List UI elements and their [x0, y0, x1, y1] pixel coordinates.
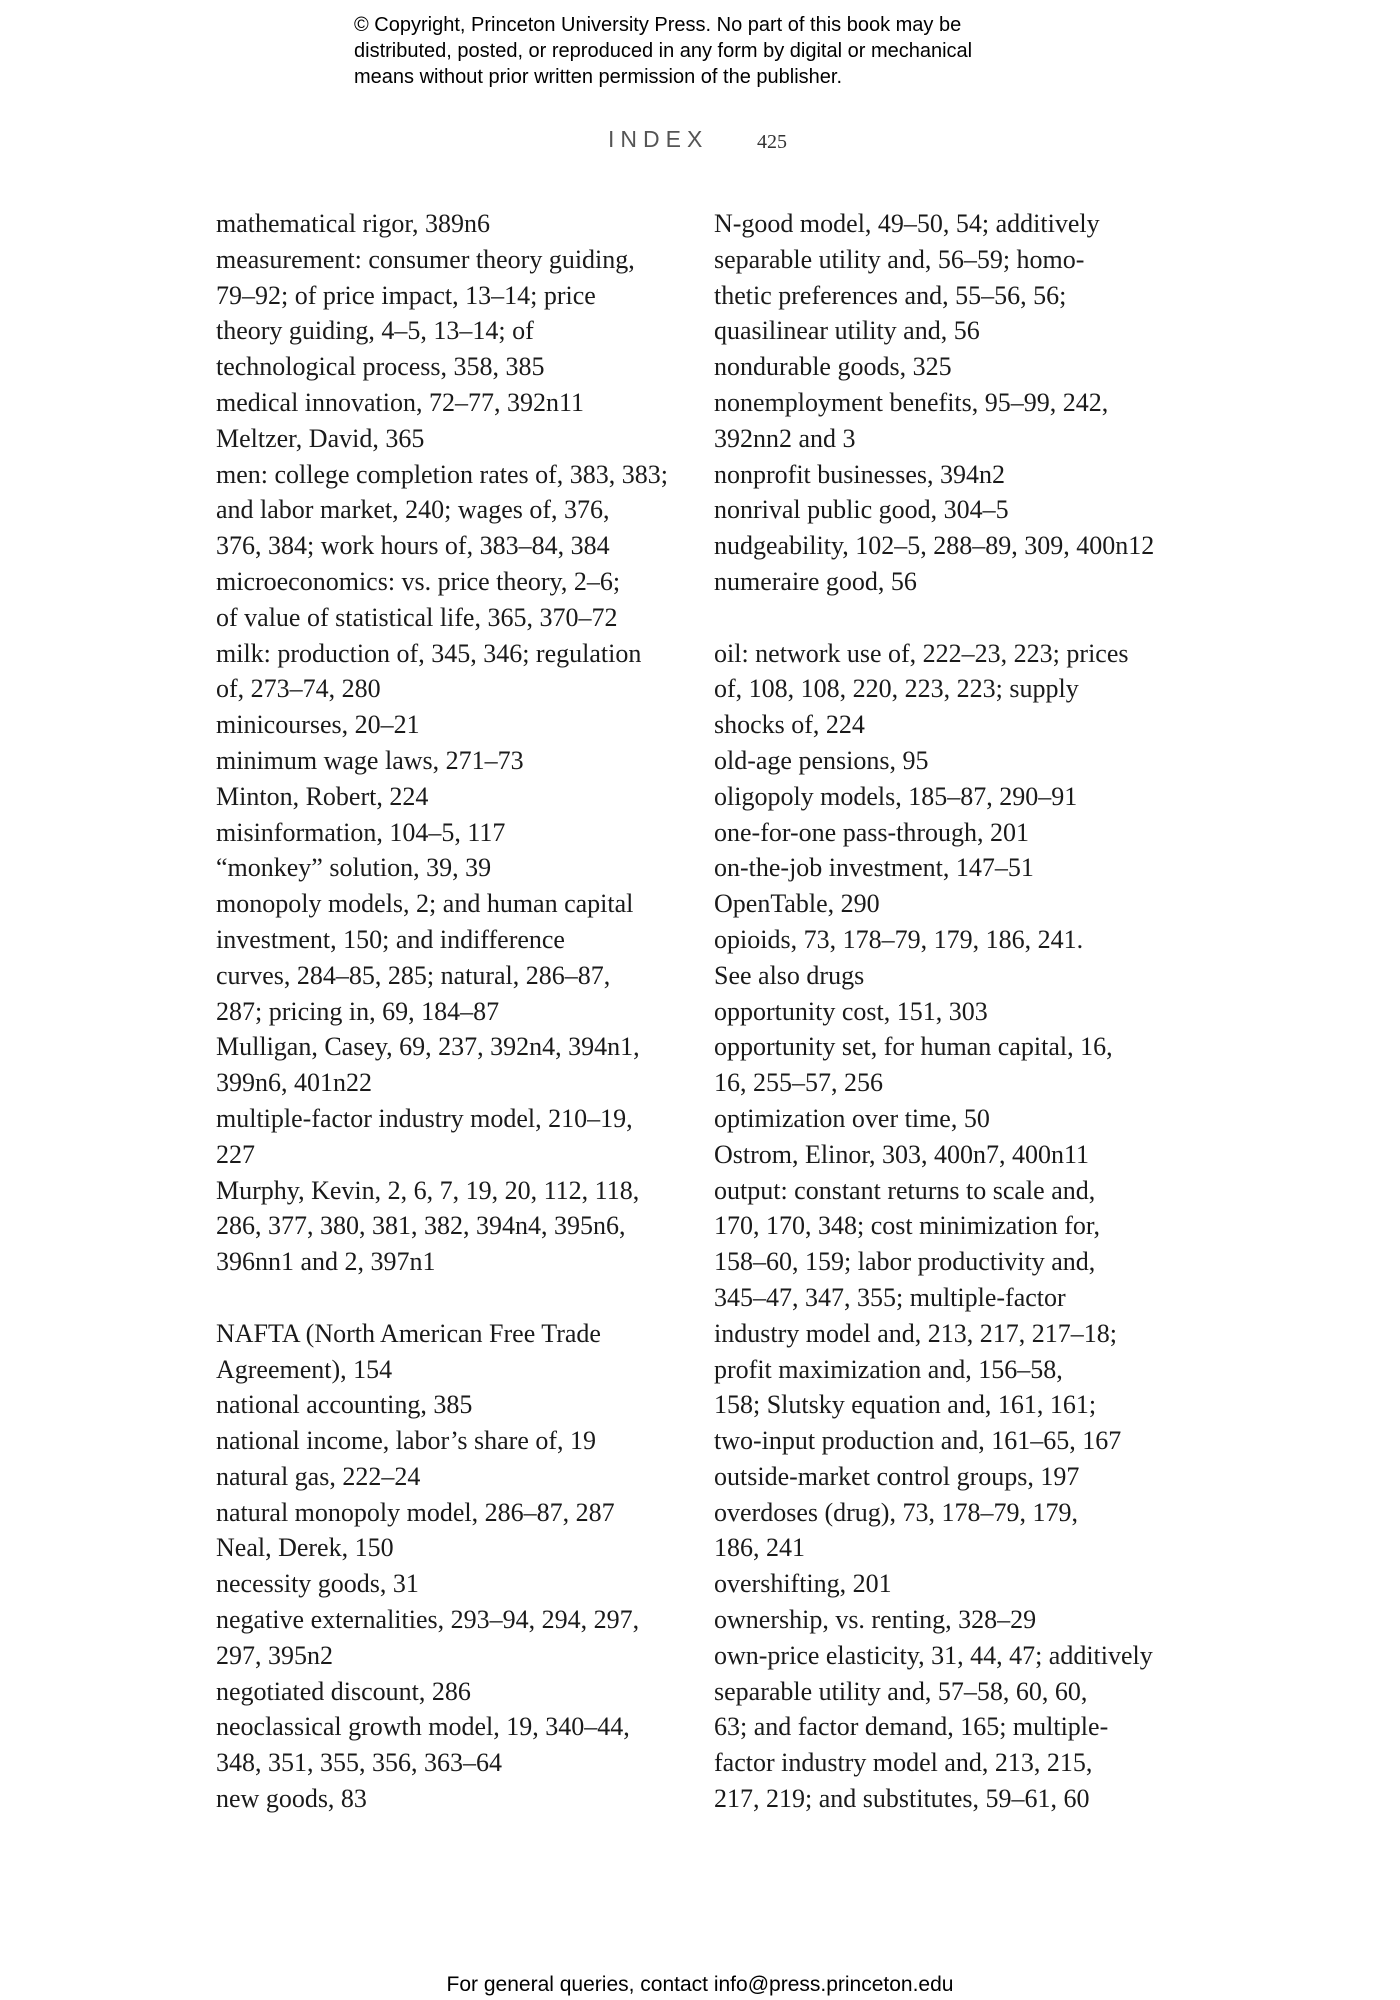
index-entry [714, 457, 1194, 493]
index-entry-line: 79–92; of price impact, 13–14; price [216, 280, 596, 310]
index-entry-line: nudgeability, 102–5, 288–89, 309, 400n12 [714, 531, 1155, 561]
index-entry [216, 1602, 696, 1674]
index-entry-line: overshifting, 201 [714, 1569, 892, 1599]
index-entry-line: new goods, 83 [216, 1784, 367, 1814]
index-entry-line: Murphy, Kevin, 2, 6, 7, 19, 20, 112, 118, [216, 1175, 640, 1205]
index-entry-line: See also drugs [714, 960, 865, 990]
index-entry-line: old-age pensions, 95 [714, 745, 929, 775]
index-entry-line: own-price elasticity, 31, 44, 47; additively [714, 1640, 1153, 1670]
index-entry-line: shocks of, 224 [714, 710, 865, 740]
index-entry-line: OpenTable, 290 [714, 889, 880, 919]
index-entry-line: multiple-factor industry model, 210–19, [216, 1103, 633, 1133]
index-entry-line: 297, 395n2 [216, 1640, 333, 1670]
index-entry-line: overdoses (drug), 73, 178–79, 179, [714, 1497, 1078, 1527]
copyright-line: © Copyright, Princeton University Press. No part of this book may be [354, 14, 962, 36]
index-entry-line: outside-market control groups, 197 [714, 1461, 1080, 1491]
index-entry [216, 421, 696, 457]
index-entry-line: 287; pricing in, 69, 184–87 [216, 996, 500, 1026]
index-entry-line: mathematical rigor, 389n6 [216, 209, 491, 238]
index-entry-line: of, 108, 108, 220, 223, 223; supply [714, 674, 1079, 704]
index-entry [216, 385, 696, 421]
index-entry-line: separable utility and, 57–58, 60, 60, [714, 1676, 1088, 1706]
index-entry-line: output: constant returns to scale and, [714, 1175, 1096, 1205]
index-entry-line: men: college completion rates of, 383, 383; [216, 459, 668, 489]
index-entry-line: numeraire good, 56 [714, 566, 917, 596]
index-entry-line: one-for-one pass-through, 201 [714, 817, 1030, 847]
index-entry-line: necessity goods, 31 [216, 1569, 419, 1599]
index-entry-line: 227 [216, 1139, 255, 1169]
index-entry-line: Ostrom, Elinor, 303, 400n7, 400n11 [714, 1139, 1089, 1169]
index-entry [714, 492, 1194, 528]
index-entry-line: NAFTA (North American Free Trade [216, 1318, 601, 1348]
index-entry [216, 1101, 696, 1173]
index-entry [714, 385, 1194, 457]
index-entry [216, 1709, 696, 1781]
index-entry-line: 399n6, 401n22 [216, 1068, 372, 1098]
index-entry-line: 158–60, 159; labor productivity and, [714, 1247, 1096, 1277]
index-column-left [216, 206, 696, 1817]
index-entry-line: optimization over time, 50 [714, 1103, 990, 1133]
index-entry-line: on-the-job investment, 147–51 [714, 853, 1034, 883]
index-entry [216, 815, 696, 851]
index-entry [216, 1781, 696, 1817]
index-entry-line: 217, 219; and substitutes, 59–61, 60 [714, 1784, 1090, 1814]
index-entry-line: minimum wage laws, 271–73 [216, 745, 524, 775]
index-entry-line: 396nn1 and 2, 397n1 [216, 1247, 436, 1277]
index-entry-line: thetic preferences and, 55–56, 56; [714, 280, 1067, 310]
index-entry [216, 1029, 696, 1101]
index-entry-line: natural gas, 222–24 [216, 1461, 421, 1491]
index-entry [714, 564, 1194, 600]
index-entry-line: Neal, Derek, 150 [216, 1533, 394, 1563]
index-entry-line: national income, labor’s share of, 19 [216, 1426, 597, 1456]
index-entry-line: medical innovation, 72–77, 392n11 [216, 387, 585, 417]
index-entry-line: technological process, 358, 385 [216, 352, 545, 382]
index-entry [216, 564, 696, 636]
index-entry [714, 886, 1194, 922]
index-entry-line: Agreement), 154 [216, 1354, 393, 1384]
index-entry-line: minicourses, 20–21 [216, 710, 420, 740]
index-entry-line: negative externalities, 293–94, 294, 297, [216, 1605, 640, 1635]
index-entry [714, 1101, 1194, 1137]
index-entry-line: investment, 150; and indifference [216, 924, 565, 954]
index-column-right [714, 206, 1194, 1817]
index-entry-line: industry model and, 213, 217, 217–18; [714, 1318, 1117, 1348]
index-entry-line: misinformation, 104–5, 117 [216, 817, 506, 847]
index-entry-line: neoclassical growth model, 19, 340–44, [216, 1712, 630, 1742]
index-entry [714, 1602, 1194, 1638]
index-entry-line: factor industry model and, 213, 215, [714, 1748, 1093, 1778]
index-entry [714, 1029, 1194, 1101]
index-entry [216, 457, 696, 564]
index-entry-line: opportunity set, for human capital, 16, [714, 1032, 1113, 1062]
index-entry-line: oil: network use of, 222–23, 223; prices [714, 638, 1129, 668]
index-entry-line: nondurable goods, 325 [714, 352, 952, 382]
index-entry-line: quasilinear utility and, 56 [714, 316, 980, 346]
index-entry-line: microeconomics: vs. price theory, 2–6; [216, 566, 621, 596]
index-entry [216, 1674, 696, 1710]
index-entry-line: theory guiding, 4–5, 13–14; of [216, 316, 534, 346]
index-entry [714, 636, 1194, 743]
index-entry [216, 1316, 696, 1388]
index-entry [714, 349, 1194, 385]
letter-group-gap [216, 1280, 696, 1316]
index-entry-line: 286, 377, 380, 381, 382, 394n4, 395n6, [216, 1211, 626, 1241]
index-entry [216, 206, 696, 242]
index-entry [714, 1173, 1194, 1459]
index-entry [216, 636, 696, 708]
index-entry [216, 1495, 696, 1531]
index-entry [714, 528, 1194, 564]
index-entry [216, 1566, 696, 1602]
index-entry [216, 1459, 696, 1495]
index-entry-line: curves, 284–85, 285; natural, 286–87, [216, 960, 611, 990]
running-head-label: INDEX [608, 126, 709, 152]
index-entry-line: 345–47, 347, 355; multiple-factor [714, 1282, 1066, 1312]
index-entry-line: milk: production of, 345, 346; regulation [216, 638, 642, 668]
index-entry-line: negotiated discount, 286 [216, 1676, 471, 1706]
index-entry [216, 886, 696, 1029]
index-entry-line: 348, 351, 355, 356, 363–64 [216, 1748, 502, 1778]
index-entry-line: nonrival public good, 304–5 [714, 495, 1009, 525]
index-entry [216, 743, 696, 779]
index-entry-line: 16, 255–57, 256 [714, 1068, 883, 1098]
index-entry [714, 779, 1194, 815]
index-entry [714, 1638, 1194, 1817]
index-entry [216, 779, 696, 815]
page-number: 425 [757, 131, 787, 153]
index-entry [216, 242, 696, 385]
letter-group-gap [714, 600, 1194, 636]
index-entry [714, 815, 1194, 851]
index-entry-line: national accounting, 385 [216, 1390, 473, 1420]
index-entry [216, 1423, 696, 1459]
index-entry [714, 922, 1194, 994]
index-entry-line: opportunity cost, 151, 303 [714, 996, 988, 1026]
index-entry-line: opioids, 73, 178–79, 179, 186, 241. [714, 924, 1084, 954]
index-entry [216, 1387, 696, 1423]
footer-contact: For general queries, contact info@press.princeton.edu [446, 1973, 954, 1996]
index-entry-line: and labor market, 240; wages of, 376, [216, 495, 610, 525]
copyright-line: distributed, posted, or reproduced in any form by digital or mechanical [354, 40, 973, 62]
index-entry-line: of value of statistical life, 365, 370–72 [216, 602, 618, 632]
index-entry [714, 850, 1194, 886]
index-entry [714, 1137, 1194, 1173]
index-entry [714, 206, 1194, 349]
copyright-notice [354, 12, 1114, 90]
index-entry-line: Minton, Robert, 224 [216, 781, 429, 811]
index-entry [216, 1173, 696, 1280]
index-entry-line: 158; Slutsky equation and, 161, 161; [714, 1390, 1097, 1420]
index-entry-line: “monkey” solution, 39, 39 [216, 853, 492, 883]
index-entry-line: nonemployment benefits, 95–99, 242, [714, 387, 1109, 417]
index-entry-line: ownership, vs. renting, 328–29 [714, 1605, 1037, 1635]
index-entry [714, 743, 1194, 779]
index-entry [714, 994, 1194, 1030]
index-entry [714, 1566, 1194, 1602]
index-entry-line: 392nn2 and 3 [714, 423, 856, 453]
index-entry-line: N-good model, 49–50, 54; additively [714, 209, 1100, 238]
running-head [0, 126, 1400, 158]
index-entry-line: two-input production and, 161–65, 167 [714, 1426, 1122, 1456]
index-entry-line: Mulligan, Casey, 69, 237, 392n4, 394n1, [216, 1032, 640, 1062]
index-entry [216, 707, 696, 743]
index-entry-line: measurement: consumer theory guiding, [216, 244, 635, 274]
index-entry-line: 186, 241 [714, 1533, 805, 1563]
index-entry [216, 1530, 696, 1566]
index-entry-line: 376, 384; work hours of, 383–84, 384 [216, 531, 610, 561]
index-entry-line: profit maximization and, 156–58, [714, 1354, 1063, 1384]
index-entry-line: Meltzer, David, 365 [216, 423, 425, 453]
index-entry [714, 1459, 1194, 1495]
index-entry-line: of, 273–74, 280 [216, 674, 381, 704]
index-entry [714, 1495, 1194, 1567]
index-entry-line: natural monopoly model, 286–87, 287 [216, 1497, 615, 1527]
index-entry-line: separable utility and, 56–59; homo- [714, 244, 1085, 274]
index-entry-line: nonprofit businesses, 394n2 [714, 459, 1006, 489]
index-entry [216, 850, 696, 886]
index-entry-line: 170, 170, 348; cost minimization for, [714, 1211, 1101, 1241]
index-entry-line: 63; and factor demand, 165; multiple- [714, 1712, 1109, 1742]
index-entry-line: monopoly models, 2; and human capital [216, 889, 634, 919]
copyright-line: means without prior written permission of the publisher. [354, 66, 843, 88]
index-entry-line: oligopoly models, 185–87, 290–91 [714, 781, 1078, 811]
